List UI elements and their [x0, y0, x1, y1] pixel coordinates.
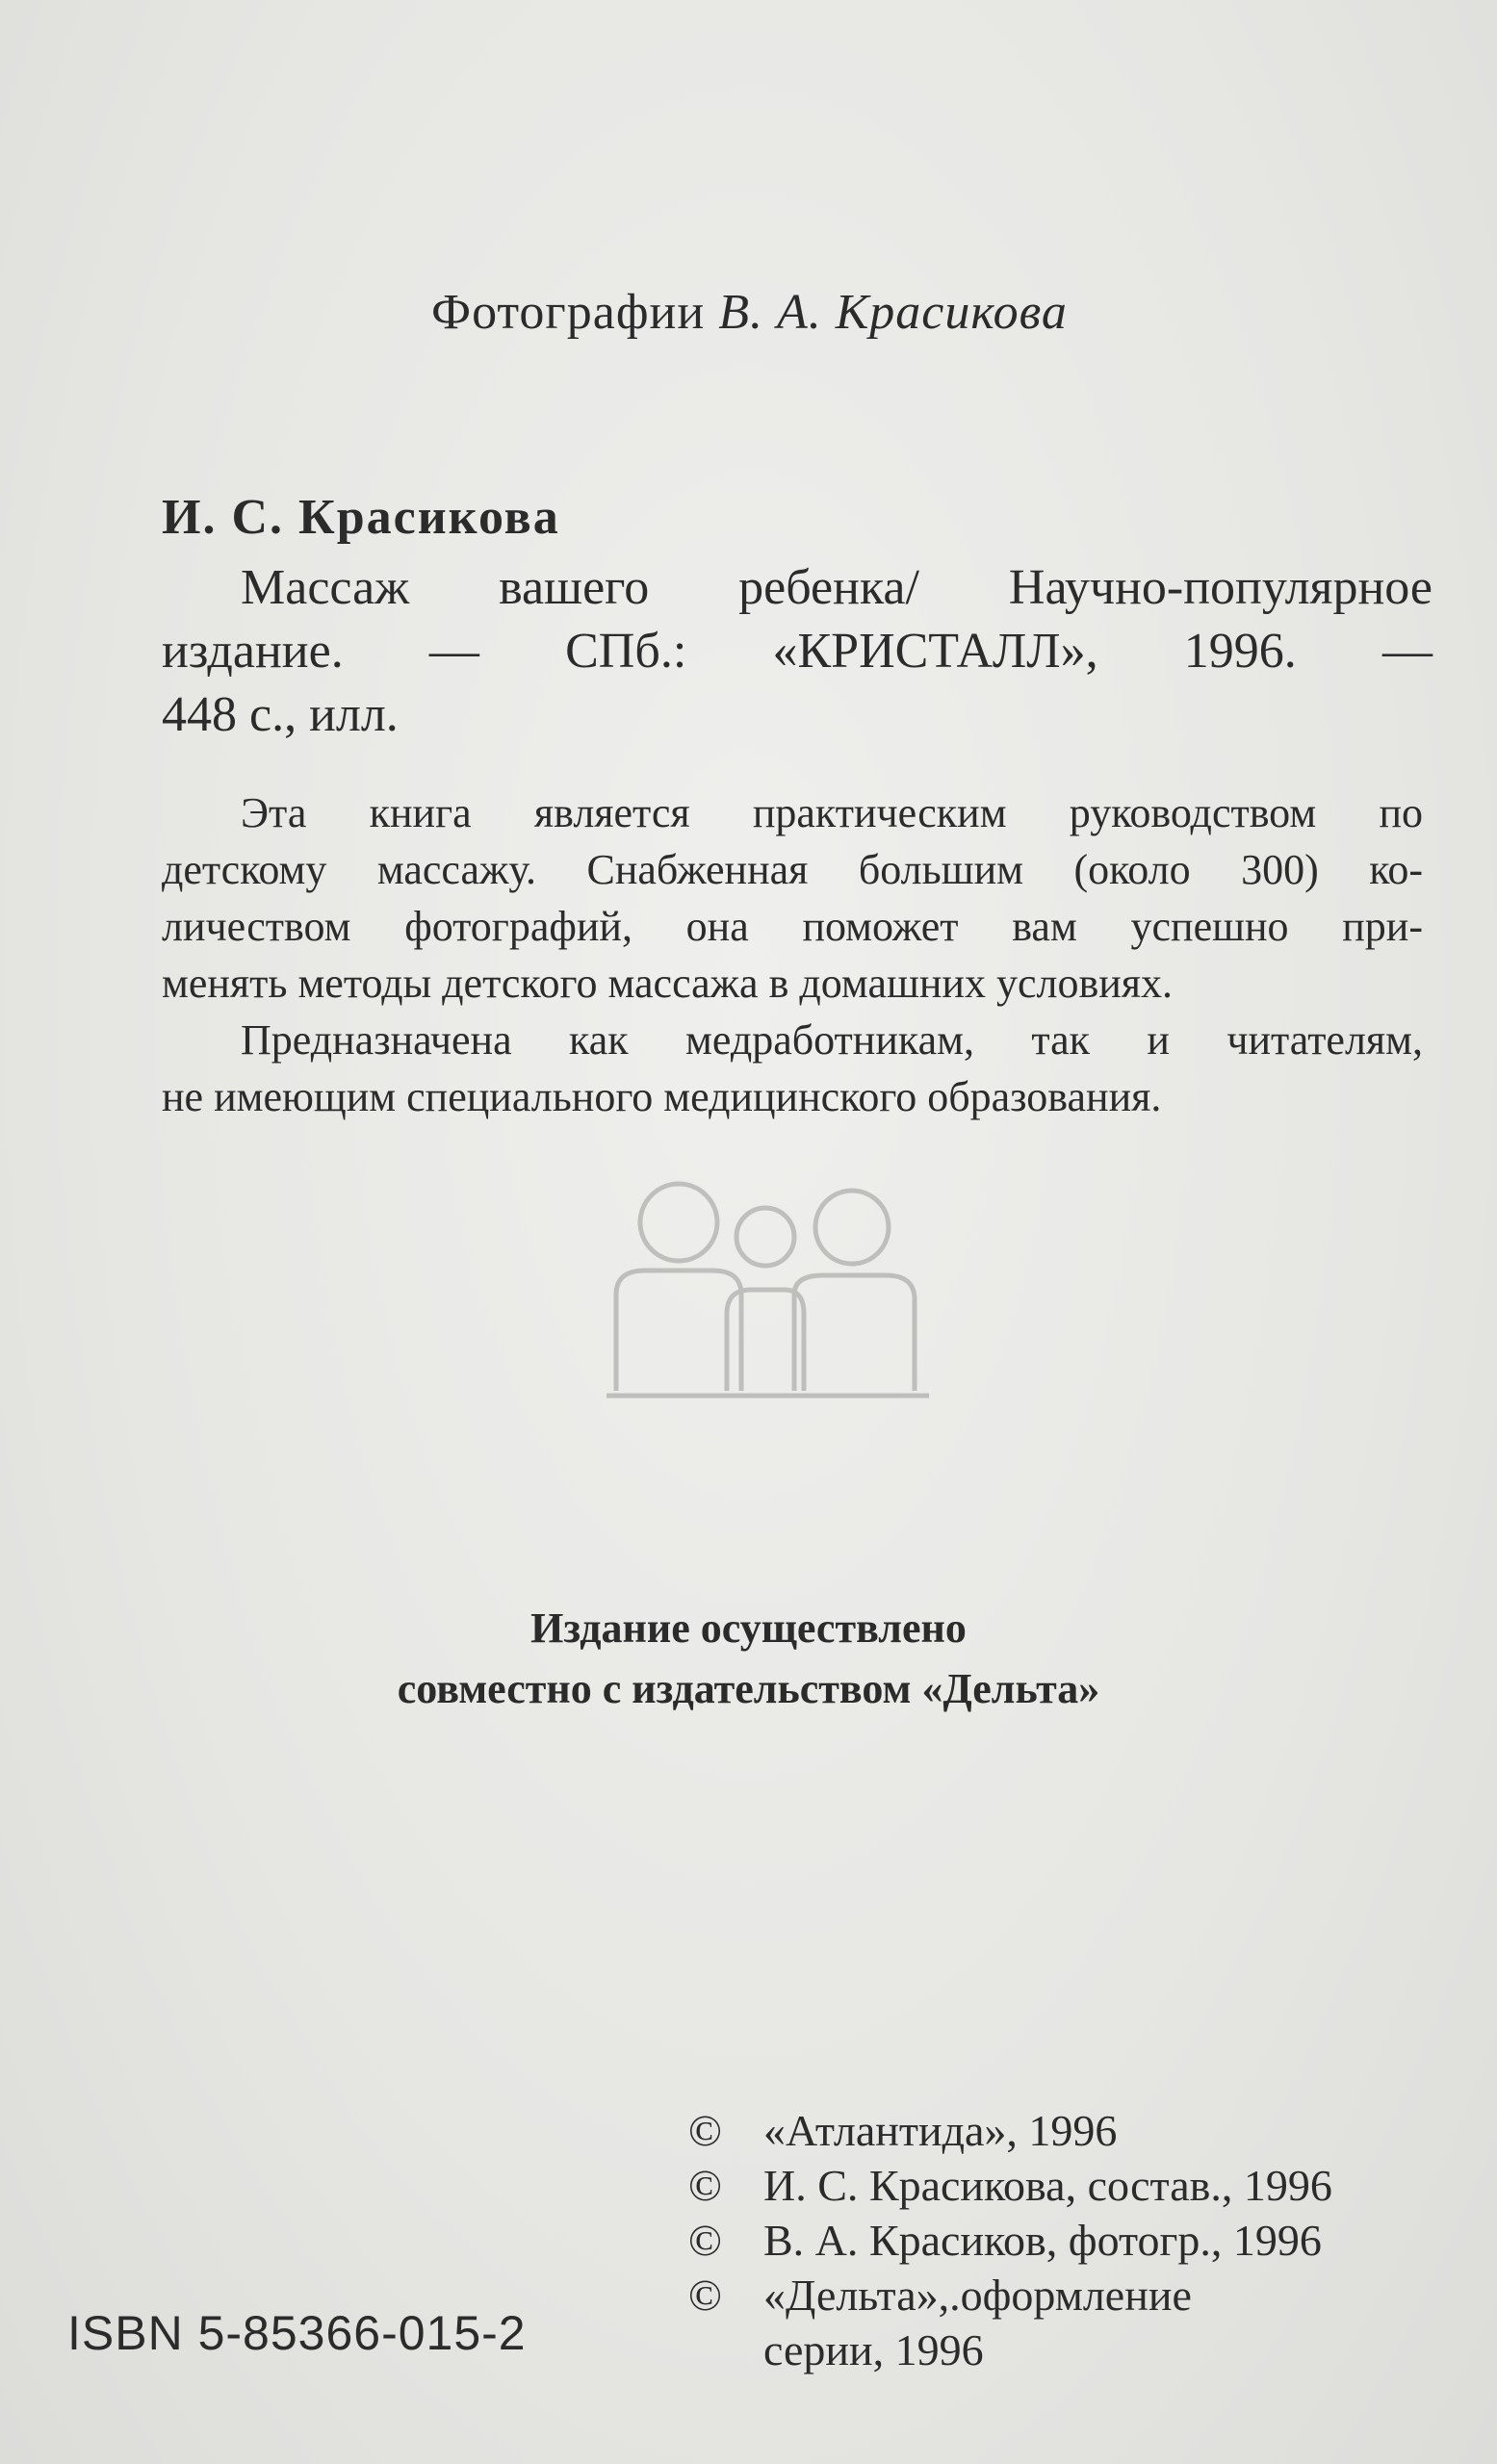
photo-credit-prefix: Фотографии: [431, 285, 706, 340]
copyright-text: «Атлантида», 1996: [763, 2106, 1118, 2155]
copyright-text: «Дельта»,.оформление: [763, 2271, 1192, 2320]
joint-publication-note: [0, 1598, 1497, 1719]
copyright-icon: ©: [688, 2271, 722, 2320]
copyright-text: И. С. Красикова, состав., 1996: [763, 2161, 1332, 2210]
annotation-line: Эта книга является практическим руководством по: [241, 789, 1423, 836]
joint-line: Издание осуществлено: [530, 1604, 967, 1652]
annotation-line: личеством фотографий, она поможет вам успешно при-: [162, 903, 1423, 950]
copyright-continuation: серии, 1996: [763, 2325, 984, 2374]
copyright-row: [688, 2213, 1332, 2268]
copyright-text: В. А. Красиков, фотогр., 1996: [763, 2216, 1322, 2265]
copyright-row: [688, 2158, 1332, 2213]
publisher-logo-people-icon: [597, 1169, 943, 1420]
annotation-line: менять методы детского массажа в домашних условиях.: [162, 960, 1174, 1007]
photo-credit: [431, 284, 1068, 341]
annotation-line: не имеющим специального медицинского образования.: [162, 1073, 1162, 1120]
annotation: [162, 784, 1423, 1125]
annotation-line: детскому массажу. Снабженная большим (около 300) ко-: [162, 846, 1423, 893]
biblio-line: 448 с., илл.: [162, 687, 399, 742]
annotation-line: Предназначена как медработникам, так и читателям,: [241, 1016, 1423, 1064]
copyright-block: [688, 2103, 1332, 2377]
copyright-icon: ©: [688, 2106, 722, 2155]
copyright-row: [688, 2103, 1332, 2158]
copyright-icon: ©: [688, 2161, 722, 2210]
copyright-icon: ©: [688, 2216, 722, 2265]
biblio-line: Массаж вашего ребенка/ Научно-популярное: [241, 560, 1432, 615]
author-name: И. С. Красикова: [162, 490, 560, 545]
photographer-name: В. А. Красикова: [718, 285, 1068, 340]
biblio-line: издание. — СПб.: «КРИСТАЛЛ», 1996. —: [162, 624, 1432, 679]
joint-line: совместно с издательством «Дельта»: [397, 1665, 1100, 1712]
bibliographic-entry: [162, 556, 1432, 747]
isbn: ISBN 5-85366-015-2: [67, 2306, 527, 2360]
copyright-row: [688, 2268, 1332, 2323]
